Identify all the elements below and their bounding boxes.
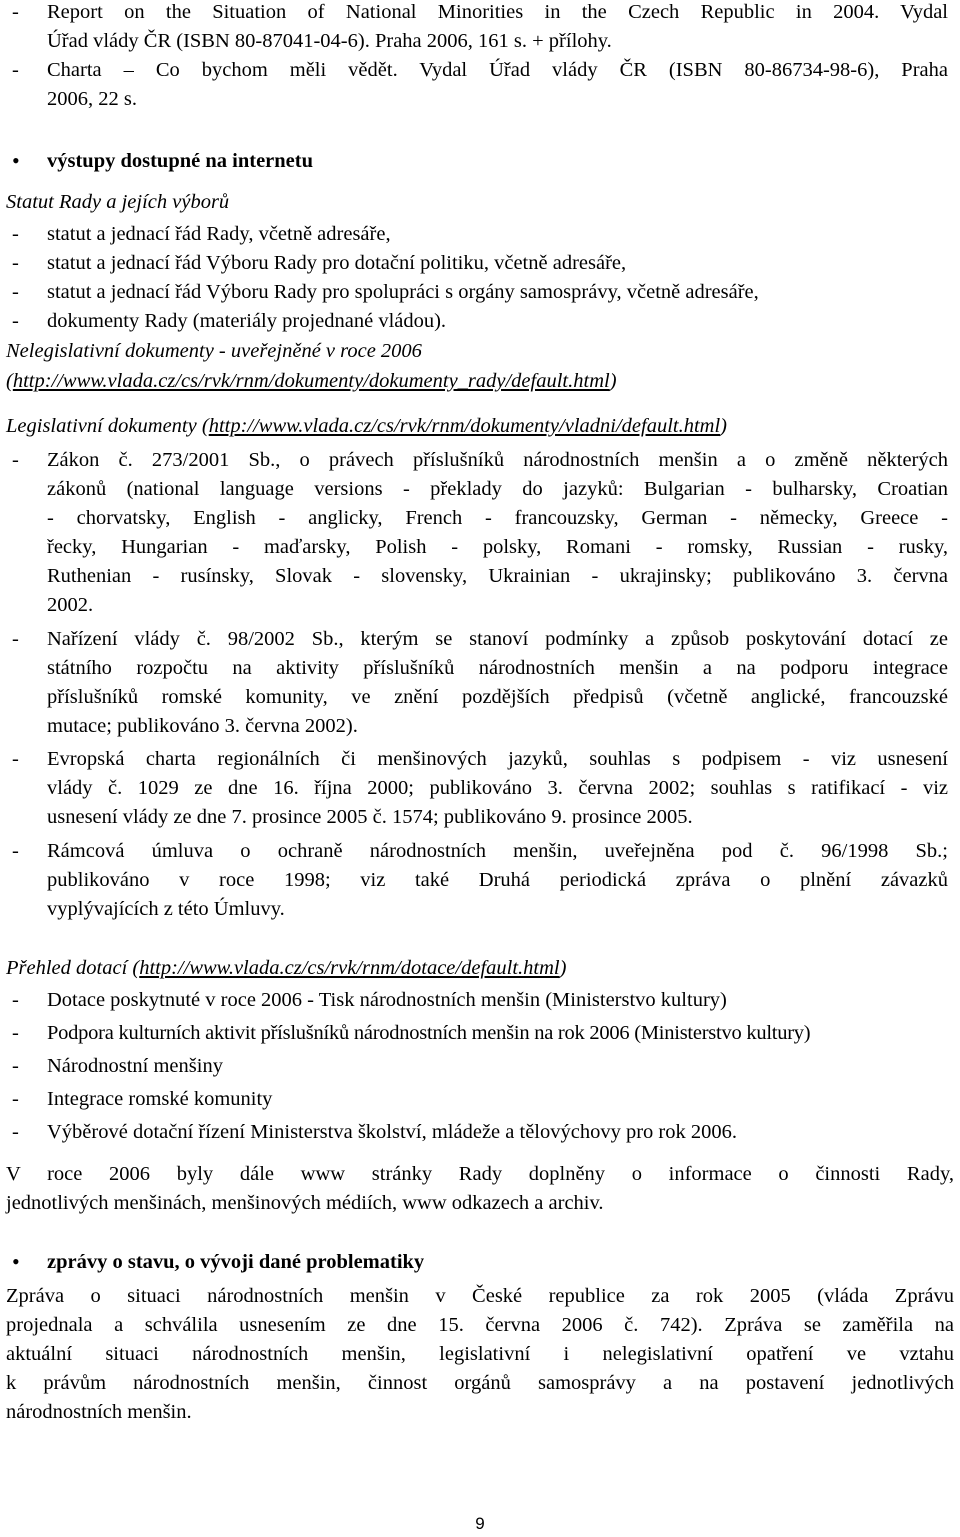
list-item-cont: vlády č. 1029 ze dne 16. října 2000; publikováno 3. června 2002; souhlas s ratifikací - viz — [47, 777, 948, 799]
legislativni-link[interactable]: http://www.vlada.cz/cs/rvk/rnm/dokumenty/vladni/default.html — [208, 415, 721, 437]
list-item: - Zákon č. 273/2001 Sb., o právech příslušníků národnostních menšin a o změně některých — [12, 449, 948, 471]
list-item: - Dotace poskytnuté v roce 2006 - Tisk národnostních menšin (Ministerstvo kultury) — [12, 989, 727, 1011]
list-item-cont: mutace; publikováno 3. června 2002). — [47, 715, 358, 737]
list-item-cont: 2002. — [47, 594, 94, 616]
report-paragraph-line: národnostních menšin. — [6, 1401, 192, 1423]
report-paragraph-line: projednala a schválila usnesením ze dne 15. června 2006 č. 742). Zpráva se zaměřila na — [6, 1314, 954, 1336]
list-item-cont: publikováno v roce 1998; viz také Druhá periodická zpráva o plnění závazků — [47, 869, 948, 891]
list-item: - Rámcová úmluva o ochraně národnostních menšin, uveřejněna pod č. 96/1998 Sb.; — [12, 840, 948, 862]
list-item-cont: příslušníků romské komunity, ve znění pozdějších předpisů (včetně anglické, francouzské — [47, 686, 948, 708]
bullet-icon: • — [12, 148, 20, 173]
list-item-cont: 2006, 22 s. — [47, 88, 137, 110]
list-item-cont: státního rozpočtu na aktivity příslušníků národnostních menšin a na podporu integrace — [47, 657, 948, 679]
list-item-cont: - chorvatsky, English - anglicky, French - francouzsky, German - německy, Greece - — [47, 507, 948, 529]
legislativni-title-line: Legislativní dokumenty (http://www.vlada.cz/cs/rvk/rnm/dokumenty/vladni/default.html) — [6, 415, 727, 437]
page-number: 9 — [475, 1514, 485, 1533]
list-item: - Nařízení vlády č. 98/2002 Sb., kterým se stanoví podmínky a způsob poskytování dotací ze — [12, 628, 948, 650]
list-item: - Integrace romské komunity — [12, 1088, 273, 1110]
closing-paragraph-line: V roce 2006 byly dále www stránky Rady doplněny o informace o činnosti Rady, — [6, 1163, 954, 1185]
list-item: - Podpora kulturních aktivit příslušníků národnostních menšin na rok 2006 (Ministerstvo kultury) — [12, 1022, 811, 1044]
statut-title: Statut Rady a jejích výborů — [6, 191, 230, 213]
list-item: - Výběrové dotační řízení Ministerstva školství, mládeže a tělovýchovy pro rok 2006. — [12, 1121, 737, 1143]
list-item: - Národnostní menšiny — [12, 1055, 223, 1077]
report-paragraph-line: aktuální situaci národnostních menšin, legislativní i nelegislativní opatření ve vztahu — [6, 1343, 954, 1365]
list-item: - Report on the Situation of National Minorities in the Czech Republic in 2004. Vydal — [12, 1, 948, 23]
list-item: - statut a jednací řád Výboru Rady pro spolupráci s orgány samosprávy, včetně adresáře, — [12, 281, 759, 303]
list-item: - statut a jednací řád Rady, včetně adresáře, — [12, 223, 391, 245]
nelegislativni-link[interactable]: http://www.vlada.cz/cs/rvk/rnm/dokumenty/dokumenty_rady/default.html — [12, 370, 610, 392]
report-paragraph-line: Zpráva o situaci národnostních menšin v České republice za rok 2005 (vláda Zprávu — [6, 1285, 954, 1307]
section-heading: • výstupy dostupné na internetu — [12, 148, 313, 173]
nelegislativni-link-line: (http://www.vlada.cz/cs/rvk/rnm/dokumenty/dokumenty_rady/default.html) — [6, 370, 617, 392]
closing-paragraph-line: jednotlivých menšinách, menšinových médiích, www odkazech a archiv. — [6, 1192, 604, 1214]
bullet-icon: • — [12, 1249, 20, 1274]
list-item-cont: usnesení vlády ze dne 7. prosince 2005 č. 1574; publikováno 9. prosince 2005. — [47, 806, 693, 828]
list-item: - statut a jednací řád Výboru Rady pro dotační politiku, včetně adresáře, — [12, 252, 627, 274]
section-heading: • zprávy o stavu, o vývoji dané problematiky — [12, 1249, 425, 1274]
list-item-cont: zákonů (national language versions - překlady do jazyků: Bulgarian - bulharsky, Croatian — [47, 478, 948, 500]
prehled-link[interactable]: http://www.vlada.cz/cs/rvk/rnm/dotace/default.html — [139, 957, 560, 979]
list-item: - Evropská charta regionálních či menšinových jazyků, souhlas s podpisem - viz usnesení — [12, 748, 948, 770]
prehled-title-line: Přehled dotací (http://www.vlada.cz/cs/rvk/rnm/dotace/default.html) — [6, 957, 567, 979]
list-item: - dokumenty Rady (materiály projednané vládou). — [12, 310, 447, 332]
report-paragraph-line: k právům národnostních menšin, činnost orgánů samosprávy a na postavení jednotlivých — [6, 1372, 954, 1394]
list-item-cont: Úřad vlády ČR (ISBN 80-87041-04-6). Praha 2006, 161 s. + přílohy. — [47, 30, 612, 52]
list-item: - Charta – Co bychom měli vědět. Vydal Úřad vlády ČR (ISBN 80-86734-98-6), Praha — [12, 59, 948, 81]
list-item-cont: řecky, Hungarian - maďarsky, Polish - polsky, Romani - romsky, Russian - rusky, — [47, 536, 948, 558]
list-item-cont: Ruthenian - rusínsky, Slovak - slovensky, Ukrainian - ukrajinsky; publikováno 3. června — [47, 565, 948, 587]
list-item-cont: vyplývajících z této Úmluvy. — [47, 898, 285, 920]
nelegislativni-title: Nelegislativní dokumenty - uveřejněné v roce 2006 — [6, 340, 422, 362]
